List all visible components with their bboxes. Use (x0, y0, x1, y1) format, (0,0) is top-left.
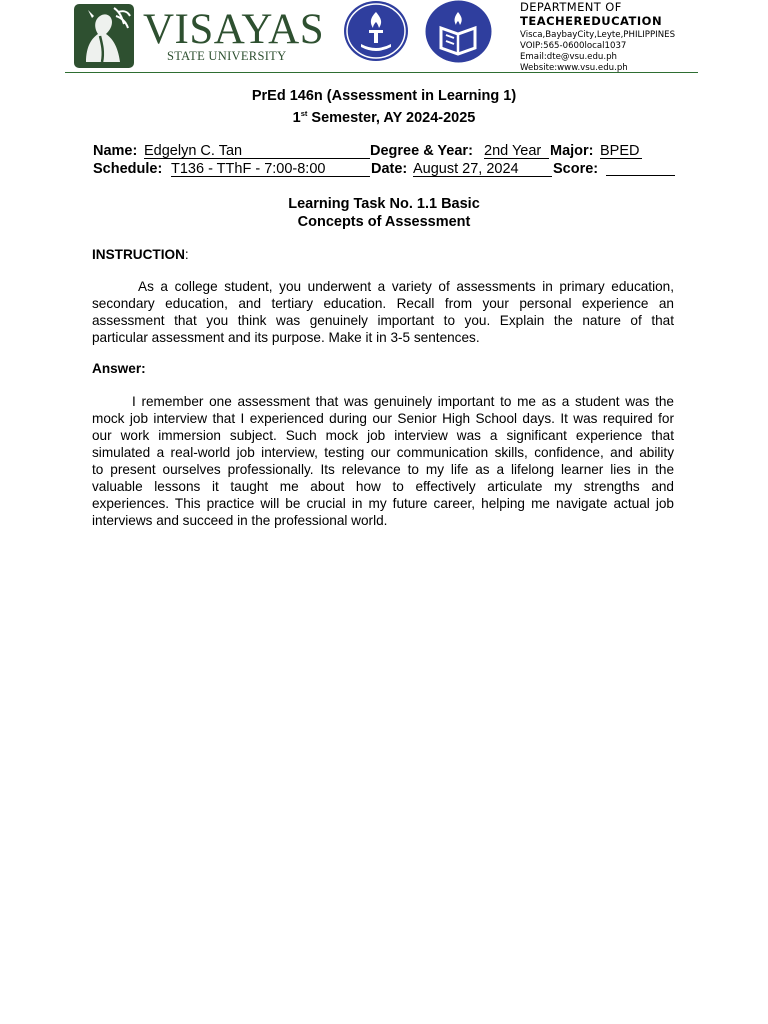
task-title-line2: Concepts of Assessment (297, 214, 471, 230)
score-label: Score: (553, 161, 599, 177)
degree-value: 2nd Year (484, 143, 542, 159)
instruction-line: particular assessment and its purpose. Make it in 3-5 sentences. (92, 330, 480, 345)
name-value: Edgelyn C. Tan (144, 143, 243, 159)
name-value-line (144, 142, 370, 159)
answer-paragraph (92, 393, 674, 529)
voip-text: VOIP:565-0600local1037 (520, 41, 627, 51)
answer-line: interviews and succeed in the professional world. (92, 513, 388, 528)
name-field (93, 142, 137, 160)
department-name: TEACHEREDUCATION (520, 14, 663, 28)
schedule-value-line (171, 160, 370, 177)
task-title-line1: Learning Task No. 1.1 Basic (288, 196, 480, 212)
date-value-line (413, 160, 552, 177)
answer-line: I remember one assessment that was genuinely important to me as a student was the (132, 394, 674, 409)
semester-ordinal: st (300, 109, 308, 118)
major-value-line (600, 142, 642, 159)
instruction-label: INSTRUCTION (92, 247, 185, 262)
instruction-line: secondary education, and tertiary education. Recall from your personal experience an (92, 296, 674, 311)
semester-text: Semester, AY 2024-2025 (307, 110, 476, 126)
instruction-colon: : (184, 247, 189, 262)
course-title: PrEd 146n (Assessment in Learning 1) (251, 88, 517, 104)
answer-line: valuable lessons it taught me about how to effectively articulate my strengths and (92, 479, 674, 494)
schedule-label: Schedule: (93, 161, 163, 177)
instruction-heading (92, 246, 189, 263)
university-wordmark (143, 6, 325, 63)
department-label: DEPARTMENT OF (520, 0, 622, 14)
vsu-logo (72, 2, 136, 70)
answer-line: our work immersion subject. Such mock job interview was a significant experience that (92, 428, 674, 443)
instruction-line: As a college student, you underwent a variety of assessments in primary education, (138, 279, 674, 294)
address-text: Visca,BaybayCity,Leyte,PHILIPPINES (520, 30, 676, 40)
torch-emblem-icon (343, 0, 409, 62)
answer-line: experiences. This practice will be crucial in my future career, helping me navigate actual job (92, 496, 674, 511)
university-name: VISAYAS (143, 6, 325, 53)
degree-label: Degree & Year: (370, 143, 473, 159)
header-divider (65, 72, 698, 73)
instruction-paragraph (92, 278, 674, 346)
score-blank-line (606, 175, 675, 176)
answer-line: simulated a real-world job interview, testing our communication skills, confidence, and ability (92, 445, 674, 460)
website-text: Website:www.vsu.edu.ph (520, 63, 628, 73)
major-label: Major: (550, 143, 594, 159)
major-value: BPED (600, 143, 640, 159)
date-value: August 27, 2024 (413, 161, 519, 177)
schedule-value: T136 - TThF - 7:00-8:00 (171, 161, 326, 177)
book-emblem-icon (425, 0, 492, 63)
university-subtitle: STATE UNIVERSITY (167, 49, 287, 63)
semester-number: 1 (292, 110, 301, 126)
date-label: Date: (371, 161, 408, 177)
email-text: Email:dte@vsu.edu.ph (520, 52, 618, 62)
instruction-line: assessment that you think was genuinely important to you. Explain the nature of that (92, 313, 674, 328)
degree-value-line (484, 142, 549, 159)
answer-heading: Answer: (92, 361, 146, 376)
answer-line: mock job interview that I experienced during our Senior High School days. It was required for (92, 411, 674, 426)
semester-line (0, 105, 768, 127)
name-label: Name: (93, 143, 138, 159)
answer-line: to present ourselves professionally. Its relevance to my life as a lifelong learner lies in the (92, 462, 674, 477)
